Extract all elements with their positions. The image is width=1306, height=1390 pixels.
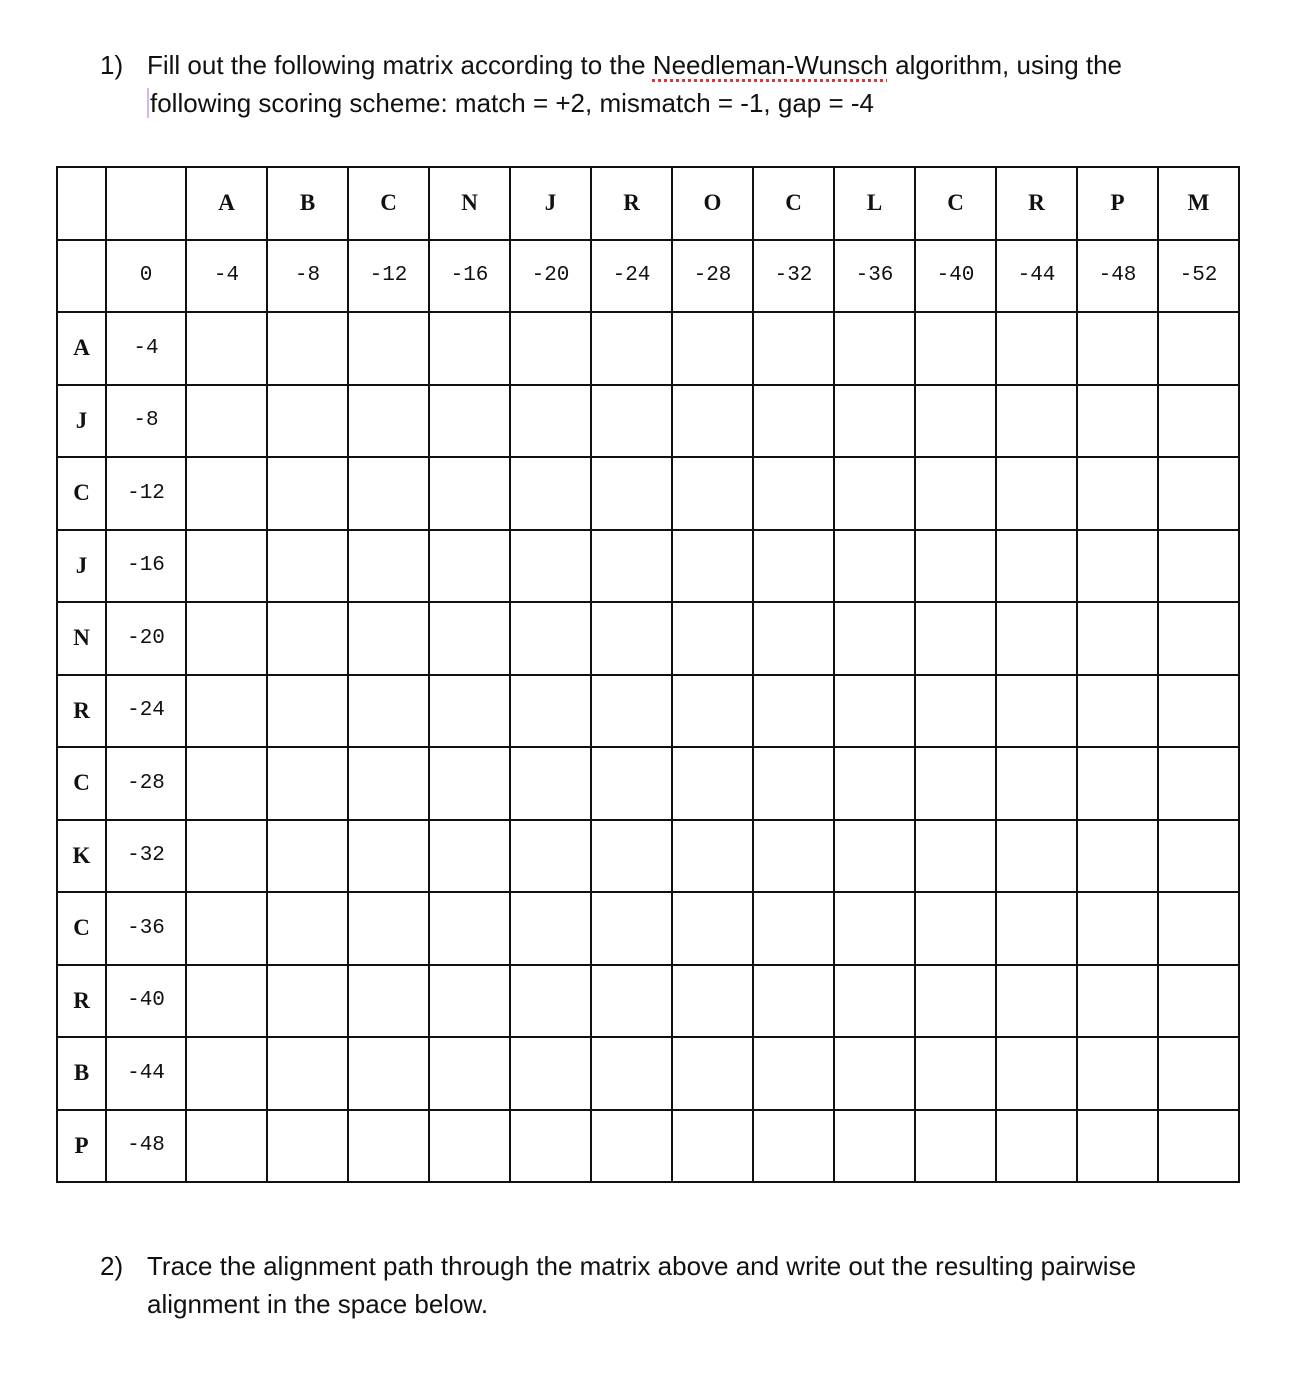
empty-score-cell (186, 820, 267, 893)
empty-score-cell (1158, 820, 1239, 893)
empty-score-cell (186, 530, 267, 603)
empty-score-cell (834, 602, 915, 675)
empty-score-cell (510, 530, 591, 603)
empty-score-cell (591, 1037, 672, 1110)
empty-score-cell (1077, 1110, 1158, 1183)
empty-score-cell (753, 602, 834, 675)
empty-score-cell (672, 602, 753, 675)
empty-score-cell (1077, 820, 1158, 893)
top-gap-score: -44 (996, 240, 1077, 313)
header-sequence-row (57, 167, 1239, 240)
empty-score-cell (591, 820, 672, 893)
empty-score-cell (1158, 1110, 1239, 1183)
empty-score-cell (1077, 385, 1158, 458)
matrix-row (57, 385, 1239, 458)
empty-score-cell (996, 385, 1077, 458)
empty-score-cell (348, 820, 429, 893)
empty-score-cell (186, 457, 267, 530)
empty-score-cell (510, 385, 591, 458)
empty-score-cell (186, 312, 267, 385)
empty-score-cell (996, 312, 1077, 385)
empty-score-cell (186, 747, 267, 820)
empty-score-cell (672, 675, 753, 748)
top-gap-score: -20 (510, 240, 591, 313)
matrix-row (57, 530, 1239, 603)
empty-score-cell (429, 892, 510, 965)
empty-score-cell (267, 1110, 348, 1183)
empty-score-cell (915, 312, 996, 385)
empty-score-cell (915, 602, 996, 675)
empty-score-cell (753, 312, 834, 385)
empty-score-cell (672, 312, 753, 385)
text-cursor (147, 88, 149, 118)
matrix-row (57, 1110, 1239, 1183)
top-sequence-letter: C (753, 167, 834, 240)
matrix-row (57, 675, 1239, 748)
left-sequence-letter: C (57, 457, 106, 530)
matrix-row (57, 820, 1239, 893)
top-sequence-letter: P (1077, 167, 1158, 240)
empty-score-cell (591, 457, 672, 530)
top-gap-score: -32 (753, 240, 834, 313)
left-gap-score: -20 (106, 602, 186, 675)
empty-score-cell (1077, 602, 1158, 675)
empty-score-cell (429, 747, 510, 820)
empty-score-cell (348, 892, 429, 965)
empty-score-cell (915, 1037, 996, 1110)
empty-score-cell (1158, 602, 1239, 675)
empty-score-cell (834, 457, 915, 530)
empty-score-cell (996, 1110, 1077, 1183)
empty-score-cell (510, 892, 591, 965)
empty-score-cell (429, 675, 510, 748)
empty-score-cell (672, 892, 753, 965)
top-gap-score: -48 (1077, 240, 1158, 313)
empty-score-cell (753, 385, 834, 458)
empty-score-cell (915, 820, 996, 893)
top-sequence-letter: B (267, 167, 348, 240)
left-sequence-letter: P (57, 1110, 106, 1183)
left-gap-score: -24 (106, 675, 186, 748)
empty-score-cell (753, 675, 834, 748)
empty-score-cell (834, 892, 915, 965)
empty-score-cell (1158, 675, 1239, 748)
empty-score-cell (267, 675, 348, 748)
empty-score-cell (1077, 892, 1158, 965)
empty-score-cell (510, 602, 591, 675)
top-sequence-letter: J (510, 167, 591, 240)
question-2-number: 2) (100, 1251, 124, 1281)
empty-score-cell (915, 457, 996, 530)
empty-score-cell (348, 747, 429, 820)
top-gap-score: -12 (348, 240, 429, 313)
empty-score-cell (753, 530, 834, 603)
empty-score-cell (834, 312, 915, 385)
left-gap-score: -12 (106, 457, 186, 530)
gap-score-row (57, 240, 1239, 313)
empty-score-cell (996, 602, 1077, 675)
empty-score-cell (915, 747, 996, 820)
empty-score-cell (429, 965, 510, 1038)
empty-score-cell (753, 1037, 834, 1110)
empty-score-cell (348, 530, 429, 603)
empty-score-cell (1158, 1037, 1239, 1110)
empty-score-cell (348, 1037, 429, 1110)
empty-score-cell (915, 1110, 996, 1183)
empty-score-cell (429, 385, 510, 458)
empty-score-cell (429, 457, 510, 530)
empty-score-cell (429, 820, 510, 893)
top-sequence-letter: R (591, 167, 672, 240)
empty-score-cell (591, 675, 672, 748)
empty-score-cell (348, 1110, 429, 1183)
origin-score-cell: 0 (106, 240, 186, 313)
empty-score-cell (996, 675, 1077, 748)
question-1-line-2: following scoring scheme: match = +2, mismatch = -1, gap = -4 (147, 84, 1122, 122)
empty-score-cell (429, 312, 510, 385)
empty-score-cell (429, 1037, 510, 1110)
empty-score-cell (753, 820, 834, 893)
left-gap-score: -16 (106, 530, 186, 603)
empty-score-cell (348, 385, 429, 458)
empty-score-cell (996, 457, 1077, 530)
empty-score-cell (1158, 747, 1239, 820)
empty-score-cell (348, 602, 429, 675)
empty-score-cell (834, 747, 915, 820)
left-sequence-letter: A (57, 312, 106, 385)
empty-score-cell (1158, 312, 1239, 385)
empty-score-cell (186, 385, 267, 458)
top-sequence-letter: M (1158, 167, 1239, 240)
question-1-number: 1) (100, 50, 124, 80)
question-1-text (147, 46, 1122, 122)
empty-score-cell (348, 675, 429, 748)
left-gap-score: -8 (106, 385, 186, 458)
empty-score-cell (186, 675, 267, 748)
empty-score-cell (1158, 965, 1239, 1038)
empty-score-cell (186, 965, 267, 1038)
empty-score-cell (672, 1037, 753, 1110)
empty-score-cell (510, 457, 591, 530)
empty-score-cell (1158, 530, 1239, 603)
matrix-row (57, 747, 1239, 820)
top-gap-score: -52 (1158, 240, 1239, 313)
empty-score-cell (348, 457, 429, 530)
top-sequence-letter: N (429, 167, 510, 240)
left-gap-score: -48 (106, 1110, 186, 1183)
empty-score-cell (1158, 385, 1239, 458)
empty-score-cell (267, 312, 348, 385)
empty-score-cell (591, 602, 672, 675)
empty-score-cell (267, 820, 348, 893)
empty-score-cell (591, 530, 672, 603)
empty-score-cell (510, 747, 591, 820)
left-gap-score: -28 (106, 747, 186, 820)
top-gap-score: -16 (429, 240, 510, 313)
corner-blank-cell (106, 167, 186, 240)
left-gap-score: -4 (106, 312, 186, 385)
empty-score-cell (834, 530, 915, 603)
empty-score-cell (996, 1037, 1077, 1110)
question-2-text (147, 1247, 1136, 1323)
empty-score-cell (267, 457, 348, 530)
top-gap-score: -40 (915, 240, 996, 313)
empty-score-cell (915, 965, 996, 1038)
top-gap-score: -8 (267, 240, 348, 313)
empty-score-cell (915, 892, 996, 965)
matrix-row (57, 892, 1239, 965)
empty-score-cell (996, 530, 1077, 603)
left-gap-score: -32 (106, 820, 186, 893)
empty-score-cell (672, 457, 753, 530)
empty-score-cell (1077, 1037, 1158, 1110)
empty-score-cell (672, 747, 753, 820)
empty-score-cell (915, 675, 996, 748)
top-gap-score: -36 (834, 240, 915, 313)
empty-score-cell (348, 312, 429, 385)
matrix-row (57, 965, 1239, 1038)
empty-score-cell (834, 965, 915, 1038)
empty-score-cell (591, 747, 672, 820)
empty-score-cell (510, 312, 591, 385)
empty-score-cell (591, 312, 672, 385)
top-sequence-letter: C (915, 167, 996, 240)
top-sequence-letter: O (672, 167, 753, 240)
left-gap-score: -36 (106, 892, 186, 965)
matrix-row (57, 602, 1239, 675)
empty-score-cell (834, 1037, 915, 1110)
top-sequence-letter: C (348, 167, 429, 240)
left-sequence-letter: J (57, 530, 106, 603)
empty-score-cell (672, 1110, 753, 1183)
empty-score-cell (753, 457, 834, 530)
needleman-wunsch-matrix (56, 166, 1240, 1183)
top-sequence-letter: R (996, 167, 1077, 240)
empty-score-cell (429, 602, 510, 675)
matrix-body (57, 167, 1239, 1182)
left-sequence-letter: N (57, 602, 106, 675)
spellcheck-flagged-word: Needleman-Wunsch (652, 50, 888, 80)
empty-score-cell (267, 385, 348, 458)
empty-score-cell (753, 892, 834, 965)
empty-score-cell (1077, 965, 1158, 1038)
empty-score-cell (915, 530, 996, 603)
empty-score-cell (186, 1110, 267, 1183)
empty-score-cell (753, 1110, 834, 1183)
top-gap-score: -28 (672, 240, 753, 313)
question-2-line-2: alignment in the space below. (147, 1289, 489, 1319)
empty-score-cell (672, 530, 753, 603)
corner-blank-cell (57, 167, 106, 240)
empty-score-cell (1077, 457, 1158, 530)
empty-score-cell (186, 1037, 267, 1110)
empty-score-cell (834, 675, 915, 748)
left-gap-score: -44 (106, 1037, 186, 1110)
empty-score-cell (915, 385, 996, 458)
left-sequence-letter: J (57, 385, 106, 458)
empty-score-cell (672, 965, 753, 1038)
empty-score-cell (186, 602, 267, 675)
matrix-row (57, 457, 1239, 530)
empty-score-cell (672, 385, 753, 458)
empty-score-cell (591, 1110, 672, 1183)
empty-score-cell (996, 820, 1077, 893)
empty-score-cell (267, 747, 348, 820)
empty-score-cell (510, 820, 591, 893)
empty-score-cell (1077, 675, 1158, 748)
question-1-line-1: Fill out the following matrix according to the Needleman-Wunsch algorithm, using the (147, 50, 1123, 80)
empty-score-cell (672, 820, 753, 893)
empty-score-cell (591, 385, 672, 458)
left-sequence-letter: C (57, 747, 106, 820)
empty-score-cell (267, 965, 348, 1038)
empty-score-cell (834, 1110, 915, 1183)
empty-score-cell (429, 1110, 510, 1183)
empty-score-cell (1158, 892, 1239, 965)
empty-score-cell (429, 530, 510, 603)
empty-score-cell (510, 1037, 591, 1110)
empty-score-cell (834, 385, 915, 458)
empty-score-cell (348, 965, 429, 1038)
empty-score-cell (510, 1110, 591, 1183)
empty-score-cell (267, 602, 348, 675)
empty-score-cell (996, 892, 1077, 965)
empty-score-cell (1077, 747, 1158, 820)
empty-score-cell (186, 892, 267, 965)
question-2-line-1: Trace the alignment path through the matrix above and write out the resulting pairwise (147, 1251, 1137, 1281)
empty-score-cell (1077, 312, 1158, 385)
corner-blank-cell (57, 240, 106, 313)
empty-score-cell (267, 530, 348, 603)
empty-score-cell (996, 747, 1077, 820)
top-gap-score: -4 (186, 240, 267, 313)
top-sequence-letter: A (186, 167, 267, 240)
empty-score-cell (510, 965, 591, 1038)
empty-score-cell (267, 892, 348, 965)
empty-score-cell (1077, 530, 1158, 603)
empty-score-cell (591, 965, 672, 1038)
matrix-row (57, 312, 1239, 385)
left-sequence-letter: R (57, 965, 106, 1038)
empty-score-cell (834, 820, 915, 893)
empty-score-cell (591, 892, 672, 965)
left-sequence-letter: K (57, 820, 106, 893)
left-gap-score: -40 (106, 965, 186, 1038)
empty-score-cell (267, 1037, 348, 1110)
empty-score-cell (753, 965, 834, 1038)
top-gap-score: -24 (591, 240, 672, 313)
empty-score-cell (753, 747, 834, 820)
top-sequence-letter: L (834, 167, 915, 240)
left-sequence-letter: B (57, 1037, 106, 1110)
empty-score-cell (996, 965, 1077, 1038)
matrix-row (57, 1037, 1239, 1110)
empty-score-cell (510, 675, 591, 748)
empty-score-cell (1158, 457, 1239, 530)
left-sequence-letter: R (57, 675, 106, 748)
left-sequence-letter: C (57, 892, 106, 965)
